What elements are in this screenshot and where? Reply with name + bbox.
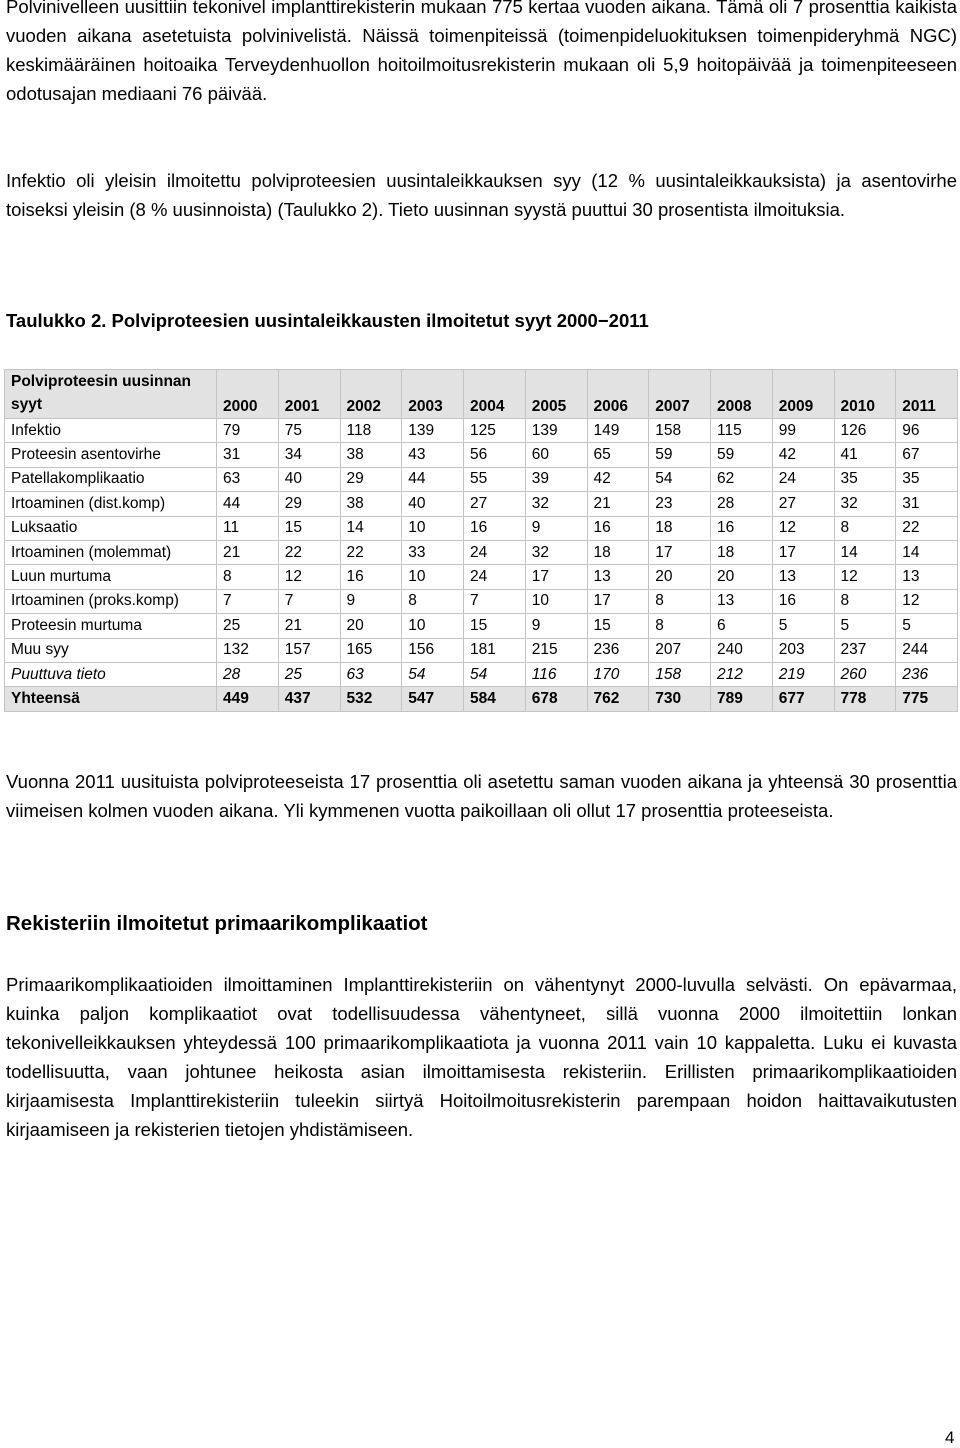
value-cell: 149 bbox=[587, 419, 649, 443]
value-cell: 79 bbox=[217, 419, 279, 443]
value-cell: 212 bbox=[711, 662, 773, 686]
value-cell: 41 bbox=[834, 443, 896, 467]
value-cell: 40 bbox=[278, 467, 340, 491]
year-header-cell: 2000 bbox=[217, 370, 279, 419]
table-row bbox=[5, 589, 958, 613]
value-cell: 244 bbox=[896, 638, 958, 662]
value-cell: 9 bbox=[340, 589, 402, 613]
value-cell: 18 bbox=[649, 516, 711, 540]
value-cell: 12 bbox=[834, 565, 896, 589]
value-cell: 23 bbox=[649, 492, 711, 516]
value-cell: 5 bbox=[896, 614, 958, 638]
value-cell: 65 bbox=[587, 443, 649, 467]
value-cell: 28 bbox=[711, 492, 773, 516]
value-cell: 42 bbox=[587, 467, 649, 491]
value-cell: 12 bbox=[772, 516, 834, 540]
value-cell: 237 bbox=[834, 638, 896, 662]
value-cell: 22 bbox=[896, 516, 958, 540]
value-cell: 54 bbox=[402, 662, 464, 686]
row-label-cell: Luun murtuma bbox=[5, 565, 217, 589]
value-cell: 165 bbox=[340, 638, 402, 662]
year-header-cell: 2010 bbox=[834, 370, 896, 419]
value-cell: 17 bbox=[525, 565, 587, 589]
value-cell: 17 bbox=[587, 589, 649, 613]
year-header-cell: 2004 bbox=[464, 370, 526, 419]
value-cell: 25 bbox=[217, 614, 279, 638]
value-cell: 584 bbox=[464, 687, 526, 711]
table-row bbox=[5, 492, 958, 516]
value-cell: 8 bbox=[834, 589, 896, 613]
value-cell: 20 bbox=[649, 565, 711, 589]
value-cell: 13 bbox=[711, 589, 773, 613]
value-cell: 10 bbox=[402, 516, 464, 540]
value-cell: 158 bbox=[649, 419, 711, 443]
value-cell: 139 bbox=[402, 419, 464, 443]
year-header-cell: 2008 bbox=[711, 370, 773, 419]
value-cell: 7 bbox=[278, 589, 340, 613]
value-cell: 43 bbox=[402, 443, 464, 467]
year-header-cell: 2001 bbox=[278, 370, 340, 419]
value-cell: 18 bbox=[711, 540, 773, 564]
value-cell: 14 bbox=[834, 540, 896, 564]
value-cell: 54 bbox=[649, 467, 711, 491]
value-cell: 8 bbox=[649, 589, 711, 613]
value-cell: 8 bbox=[649, 614, 711, 638]
value-cell: 126 bbox=[834, 419, 896, 443]
value-cell: 181 bbox=[464, 638, 526, 662]
value-cell: 25 bbox=[278, 662, 340, 686]
value-cell: 236 bbox=[587, 638, 649, 662]
table-header-row bbox=[5, 370, 958, 419]
value-cell: 99 bbox=[772, 419, 834, 443]
value-cell: 215 bbox=[525, 638, 587, 662]
value-cell: 8 bbox=[217, 565, 279, 589]
row-label-cell: Irtoaminen (dist.komp) bbox=[5, 492, 217, 516]
summary-paragraph: Vuonna 2011 uusituista polviproteeseista 17 prosenttia oli asetettu saman vuoden aikana ja yhteensä 30 prosenttia viimeisen kolmen vuoden aikana. Yli kymmenen vuotta paikoillaan oli ollut 17 prosenttia proteeseista. bbox=[6, 771, 957, 821]
row-label-cell: Puuttuva tieto bbox=[5, 662, 217, 686]
value-cell: 14 bbox=[340, 516, 402, 540]
value-cell: 29 bbox=[340, 467, 402, 491]
table-row bbox=[5, 638, 958, 662]
value-cell: 775 bbox=[896, 687, 958, 711]
value-cell: 170 bbox=[587, 662, 649, 686]
row-label-cell: Proteesin asentovirhe bbox=[5, 443, 217, 467]
value-cell: 16 bbox=[711, 516, 773, 540]
value-cell: 762 bbox=[587, 687, 649, 711]
value-cell: 60 bbox=[525, 443, 587, 467]
value-cell: 55 bbox=[464, 467, 526, 491]
value-cell: 32 bbox=[525, 540, 587, 564]
value-cell: 7 bbox=[217, 589, 279, 613]
value-cell: 8 bbox=[834, 516, 896, 540]
value-cell: 38 bbox=[340, 492, 402, 516]
infection-paragraph: Infektio oli yleisin ilmoitettu polviproteesien uusintaleikkauksen syy (12 % uusintaleikkauksista) ja asentovirhe toiseksi yleisin (8 % uusinnoista) (Taulukko 2). Tieto uusinnan syystä puuttui 30 prosentista ilmoituksia. bbox=[6, 170, 957, 220]
value-cell: 27 bbox=[772, 492, 834, 516]
value-cell: 207 bbox=[649, 638, 711, 662]
value-cell: 63 bbox=[340, 662, 402, 686]
value-cell: 5 bbox=[834, 614, 896, 638]
value-cell: 54 bbox=[464, 662, 526, 686]
value-cell: 158 bbox=[649, 662, 711, 686]
value-cell: 13 bbox=[587, 565, 649, 589]
value-cell: 59 bbox=[711, 443, 773, 467]
value-cell: 32 bbox=[834, 492, 896, 516]
value-cell: 67 bbox=[896, 443, 958, 467]
value-cell: 16 bbox=[772, 589, 834, 613]
value-cell: 16 bbox=[464, 516, 526, 540]
value-cell: 115 bbox=[711, 419, 773, 443]
value-cell: 34 bbox=[278, 443, 340, 467]
row-label-cell: Patellakomplikaatio bbox=[5, 467, 217, 491]
value-cell: 203 bbox=[772, 638, 834, 662]
row-label-cell: Proteesin murtuma bbox=[5, 614, 217, 638]
total-row bbox=[5, 687, 958, 711]
value-cell: 8 bbox=[402, 589, 464, 613]
value-cell: 14 bbox=[896, 540, 958, 564]
value-cell: 449 bbox=[217, 687, 279, 711]
value-cell: 62 bbox=[711, 467, 773, 491]
value-cell: 260 bbox=[834, 662, 896, 686]
value-cell: 236 bbox=[896, 662, 958, 686]
year-header-cell: 2005 bbox=[525, 370, 587, 419]
year-header-cell: 2007 bbox=[649, 370, 711, 419]
table-row bbox=[5, 467, 958, 491]
value-cell: 38 bbox=[340, 443, 402, 467]
value-cell: 32 bbox=[525, 492, 587, 516]
intro-paragraph: Polvinivelleen uusittiin tekonivel implanttirekisterin mukaan 775 kertaa vuoden aikana. Tämä oli 7 prosenttia kaikista vuoden aikana asetetuista polvinivelistä. Näissä toimenpiteissä (toimenpideluokituksen toimenpideryhmä NGC) keskimääräinen hoitoaika Terveydenhuollon hoitoilmoitusrekisterin mukaan oli 5,9 hoitopäivää ja toimenpiteeseen odotusajan mediaani 76 päivää. bbox=[6, 0, 957, 104]
value-cell: 17 bbox=[772, 540, 834, 564]
value-cell: 56 bbox=[464, 443, 526, 467]
year-header-cell: 2006 bbox=[587, 370, 649, 419]
row-label-cell: Luksaatio bbox=[5, 516, 217, 540]
value-cell: 139 bbox=[525, 419, 587, 443]
value-cell: 9 bbox=[525, 516, 587, 540]
value-cell: 116 bbox=[525, 662, 587, 686]
row-label-cell: Muu syy bbox=[5, 638, 217, 662]
year-header-cell: 2002 bbox=[340, 370, 402, 419]
section-heading: Rekisteriin ilmoitetut primaarikomplikaatiot bbox=[6, 912, 428, 935]
value-cell: 789 bbox=[711, 687, 773, 711]
value-cell: 6 bbox=[711, 614, 773, 638]
value-cell: 17 bbox=[649, 540, 711, 564]
table-row bbox=[5, 419, 958, 443]
value-cell: 31 bbox=[896, 492, 958, 516]
value-cell: 24 bbox=[464, 540, 526, 564]
value-cell: 9 bbox=[525, 614, 587, 638]
table-row bbox=[5, 516, 958, 540]
value-cell: 44 bbox=[217, 492, 279, 516]
value-cell: 40 bbox=[402, 492, 464, 516]
value-cell: 778 bbox=[834, 687, 896, 711]
value-cell: 21 bbox=[278, 614, 340, 638]
value-cell: 5 bbox=[772, 614, 834, 638]
value-cell: 21 bbox=[587, 492, 649, 516]
value-cell: 15 bbox=[587, 614, 649, 638]
value-cell: 16 bbox=[340, 565, 402, 589]
table-row bbox=[5, 540, 958, 564]
value-cell: 35 bbox=[834, 467, 896, 491]
value-cell: 31 bbox=[217, 443, 279, 467]
value-cell: 33 bbox=[402, 540, 464, 564]
value-cell: 437 bbox=[278, 687, 340, 711]
table-caption: Taulukko 2. Polviproteesien uusintaleikkausten ilmoitetut syyt 2000−2011 bbox=[6, 310, 649, 331]
value-cell: 12 bbox=[278, 565, 340, 589]
value-cell: 15 bbox=[464, 614, 526, 638]
value-cell: 20 bbox=[711, 565, 773, 589]
year-header-cell: 2011 bbox=[896, 370, 958, 419]
value-cell: 21 bbox=[217, 540, 279, 564]
value-cell: 15 bbox=[278, 516, 340, 540]
value-cell: 13 bbox=[772, 565, 834, 589]
value-cell: 10 bbox=[402, 565, 464, 589]
value-cell: 44 bbox=[402, 467, 464, 491]
value-cell: 59 bbox=[649, 443, 711, 467]
value-cell: 24 bbox=[464, 565, 526, 589]
value-cell: 532 bbox=[340, 687, 402, 711]
value-cell: 12 bbox=[896, 589, 958, 613]
header-label-cell: Polviproteesin uusinnan syyt bbox=[5, 370, 217, 419]
value-cell: 157 bbox=[278, 638, 340, 662]
row-label-cell: Irtoaminen (molemmat) bbox=[5, 540, 217, 564]
value-cell: 240 bbox=[711, 638, 773, 662]
value-cell: 22 bbox=[278, 540, 340, 564]
value-cell: 677 bbox=[772, 687, 834, 711]
value-cell: 730 bbox=[649, 687, 711, 711]
value-cell: 22 bbox=[340, 540, 402, 564]
value-cell: 10 bbox=[525, 589, 587, 613]
row-label-cell: Yhteensä bbox=[5, 687, 217, 711]
page-number: 4 bbox=[945, 1428, 955, 1447]
value-cell: 7 bbox=[464, 589, 526, 613]
value-cell: 27 bbox=[464, 492, 526, 516]
table-row bbox=[5, 614, 958, 638]
row-label-cell: Infektio bbox=[5, 419, 217, 443]
value-cell: 678 bbox=[525, 687, 587, 711]
table-row bbox=[5, 662, 958, 686]
year-header-cell: 2009 bbox=[772, 370, 834, 419]
value-cell: 118 bbox=[340, 419, 402, 443]
value-cell: 39 bbox=[525, 467, 587, 491]
complications-paragraph: Primaarikomplikaatioiden ilmoittaminen Implanttirekisteriin on vähentynyt 2000-luvulla selvästi. On epävarmaa, kuinka paljon komplikaatiot ovat todellisuudessa vähentyneet, sillä vuonna 2000 ilmoitettiin lonkan tekonivelleikkauksen yhteydessä 100 primaarikomplikaatiota ja vuonna 2011 vain 10 kappaletta. Luku ei kuvasta todellisuutta, vaan johtunee heikosta asian ilmoittamisesta rekisteriin. Erillisten primaarikomplikaatioiden kirjaamisesta Implanttirekisteriin tuleekin siirtyä Hoitoilmoitusrekisterin parempaan hoidon haittavaikutusten kirjaamiseen ja rekisterien tietojen yhdistämiseen. bbox=[6, 974, 957, 1140]
table-row bbox=[5, 565, 958, 589]
value-cell: 547 bbox=[402, 687, 464, 711]
row-label-cell: Irtoaminen (proks.komp) bbox=[5, 589, 217, 613]
value-cell: 219 bbox=[772, 662, 834, 686]
value-cell: 132 bbox=[217, 638, 279, 662]
value-cell: 125 bbox=[464, 419, 526, 443]
value-cell: 75 bbox=[278, 419, 340, 443]
value-cell: 42 bbox=[772, 443, 834, 467]
value-cell: 16 bbox=[587, 516, 649, 540]
value-cell: 20 bbox=[340, 614, 402, 638]
value-cell: 24 bbox=[772, 467, 834, 491]
value-cell: 13 bbox=[896, 565, 958, 589]
table-row bbox=[5, 443, 958, 467]
revision-reasons-table bbox=[4, 369, 958, 712]
value-cell: 96 bbox=[896, 419, 958, 443]
value-cell: 63 bbox=[217, 467, 279, 491]
value-cell: 11 bbox=[217, 516, 279, 540]
value-cell: 18 bbox=[587, 540, 649, 564]
value-cell: 156 bbox=[402, 638, 464, 662]
value-cell: 29 bbox=[278, 492, 340, 516]
value-cell: 35 bbox=[896, 467, 958, 491]
value-cell: 10 bbox=[402, 614, 464, 638]
value-cell: 28 bbox=[217, 662, 279, 686]
year-header-cell: 2003 bbox=[402, 370, 464, 419]
